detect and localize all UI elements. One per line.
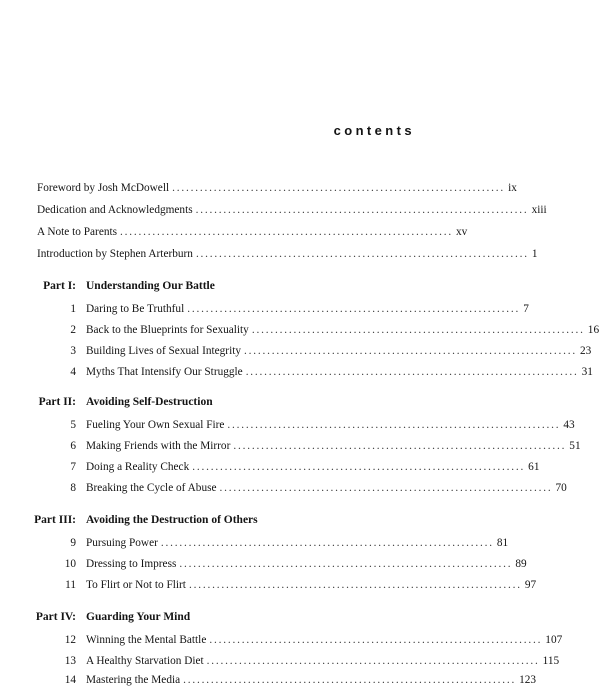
entry-title: Fueling Your Own Sexual Fire	[86, 419, 225, 431]
toc-entry[interactable]	[37, 247, 538, 261]
entry-page: 7	[523, 303, 529, 315]
dot-leader: ........................................................................	[183, 674, 517, 686]
entry-title: Breaking the Cycle of Abuse	[86, 482, 217, 494]
chapter-number: 1	[70, 303, 76, 315]
dot-leader: ........................................................................	[195, 204, 529, 216]
toc-entry[interactable]	[86, 365, 593, 379]
entry-title: A Healthy Starvation Diet	[86, 655, 204, 667]
entry-page: 23	[579, 345, 592, 357]
dot-leader: ........................................................................	[206, 655, 540, 667]
entry-title: Introduction by Stephen Arterburn	[37, 248, 193, 260]
chapter-number: 10	[64, 558, 76, 570]
entry-title: Back to the Blueprints for Sexuality	[86, 324, 249, 336]
entry-page: 123	[519, 674, 537, 686]
entry-page: 61	[528, 461, 540, 473]
toc-entry[interactable]	[86, 460, 540, 474]
dot-leader: ........................................................................	[195, 248, 529, 260]
entry-title: Pursuing Power	[86, 537, 158, 549]
dot-leader: ........................................................................	[227, 419, 561, 431]
toc-entry[interactable]	[86, 439, 581, 453]
entry-title: Doing a Reality Check	[86, 461, 190, 473]
toc-entry[interactable]	[86, 557, 527, 571]
entry-title: Daring to Be Truthful	[86, 303, 185, 315]
part-title: Understanding Our Battle	[86, 280, 215, 292]
entry-page: 81	[496, 537, 509, 549]
entry-title: Winning the Mental Battle	[86, 634, 207, 646]
dot-leader: ........................................................................	[160, 537, 494, 549]
entry-title: To Flirt or Not to Flirt	[86, 579, 186, 591]
chapter-number: 2	[70, 324, 76, 336]
dot-leader: ........................................................................	[187, 303, 521, 315]
entry-page: 70	[555, 482, 567, 494]
entry-page: xiii	[531, 204, 547, 216]
chapter-number: 5	[70, 419, 76, 431]
toc-entry[interactable]	[37, 203, 547, 217]
dot-leader: ........................................................................	[179, 558, 513, 570]
toc-entry[interactable]	[86, 344, 592, 358]
chapter-number: 11	[65, 579, 76, 591]
dot-leader: ........................................................................	[188, 579, 522, 591]
chapter-number: 4	[70, 366, 76, 378]
entry-page: 115	[542, 655, 560, 667]
dot-leader: ........................................................................	[233, 440, 567, 452]
part-title: Guarding Your Mind	[86, 611, 191, 623]
toc-entry[interactable]	[86, 673, 537, 687]
chapter-number: 7	[70, 461, 76, 473]
dot-leader: ........................................................................	[192, 461, 526, 473]
entry-page: xv	[455, 226, 468, 238]
dot-leader: ........................................................................	[244, 345, 577, 357]
dot-leader: ........................................................................	[209, 634, 543, 646]
part-label: Part IV:	[35, 611, 76, 623]
part-label: Part III:	[34, 514, 76, 526]
entry-page: 43	[563, 419, 575, 431]
entry-page: 16	[587, 324, 599, 336]
entry-page: 1	[531, 248, 538, 260]
part-label: Part II:	[38, 396, 76, 408]
toc-entry[interactable]	[86, 654, 560, 668]
toc-entry[interactable]	[86, 418, 575, 432]
entry-title: A Note to Parents	[37, 226, 118, 238]
dot-leader: ........................................................................	[172, 182, 506, 194]
toc-entry[interactable]	[86, 578, 537, 592]
entry-title: Dedication and Acknowledgments	[37, 204, 193, 216]
dot-leader: ........................................................................	[251, 324, 585, 336]
toc-entry[interactable]	[86, 481, 567, 495]
toc-entry[interactable]	[86, 302, 529, 316]
entry-title: Making Friends with the Mirror	[86, 440, 231, 452]
part-title: Avoiding the Destruction of Others	[86, 514, 258, 526]
entry-page: 107	[545, 634, 563, 646]
entry-title: Building Lives of Sexual Integrity	[86, 345, 241, 357]
dot-leader: ........................................................................	[245, 366, 579, 378]
chapter-number: 13	[64, 655, 76, 667]
chapter-number: 3	[70, 345, 76, 357]
toc-entry[interactable]	[37, 181, 517, 195]
chapter-number: 12	[64, 634, 76, 646]
entry-page: ix	[508, 182, 517, 194]
entry-title: Dressing to Impress	[86, 558, 177, 570]
entry-title: Mastering the Media	[86, 674, 181, 686]
chapter-number: 8	[70, 482, 76, 494]
toc-entry[interactable]	[86, 633, 563, 647]
toc-entry[interactable]	[86, 323, 599, 337]
page-heading: contents	[333, 123, 415, 138]
dot-leader: ........................................................................	[120, 226, 453, 238]
entry-title: Foreword by Josh McDowell	[37, 182, 170, 194]
toc-entry[interactable]	[86, 536, 509, 550]
entry-page: 89	[515, 558, 527, 570]
entry-page: 51	[569, 440, 581, 452]
entry-page: 97	[524, 579, 537, 591]
entry-page: 31	[581, 366, 593, 378]
part-label: Part I:	[43, 280, 76, 292]
dot-leader: ........................................................................	[219, 482, 553, 494]
toc-entry[interactable]	[37, 225, 468, 239]
chapter-number: 9	[70, 537, 76, 549]
entry-title: Myths That Intensify Our Struggle	[86, 366, 243, 378]
part-title: Avoiding Self-Destruction	[86, 396, 213, 408]
chapter-number: 14	[64, 674, 76, 686]
chapter-number: 6	[70, 440, 76, 452]
